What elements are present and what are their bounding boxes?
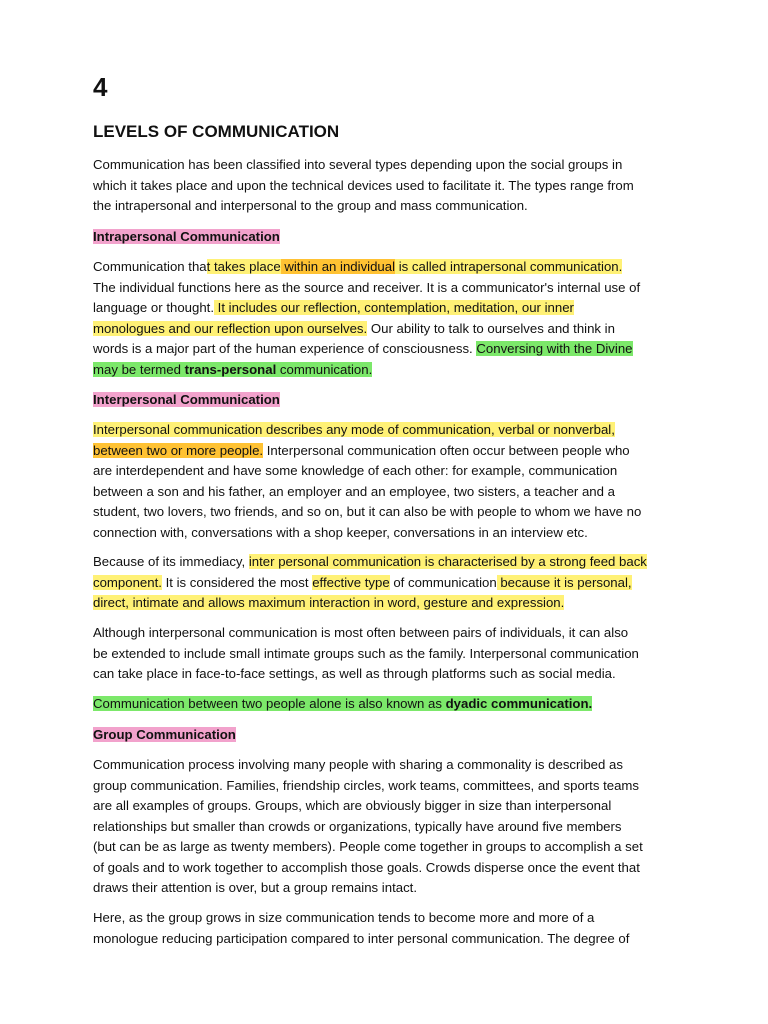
text-run: Communication between two people alone is also known as [93,696,446,711]
heading-highlight: Group Communication [93,727,236,742]
text-run: Communication tha [93,259,207,274]
text-run: of communication [389,574,497,590]
section-heading-intrapersonal [93,227,280,248]
highlight-yellow: because it is personal, [496,574,632,590]
interpersonal-paragraph-4 [93,694,592,715]
text-line [93,339,640,360]
bold-term: trans-personal [184,361,277,377]
text-line: Communication process involving many people with sharing a commonality is described as [93,757,623,772]
section-heading-interpersonal [93,390,280,411]
chapter-number: 4 [93,72,108,102]
text-run: Our ability to talk to ourselves and think in [367,320,615,336]
chapter-title: LEVELS OF COMMUNICATION [93,122,340,141]
highlight-yellow: inter personal communication is characterised by a strong feed back [248,554,647,569]
highlight-yellow: is called intrapersonal communication. [395,259,623,274]
bold-term: dyadic communication. [445,696,593,711]
text-run: may be termed [93,361,185,377]
text-line: are interdependent and have some knowledge of each other: for example, communication [93,463,618,478]
highlight-orange: within an individual [280,259,396,274]
text-line: relationships but smaller than crowds or organizations, typically have around five members [93,818,622,834]
text-line: Although interpersonal communication is most often between pairs of individuals, it can also [93,625,629,640]
text-line: are all examples of groups. Groups, which are obviously bigger in size than interpersonal [93,798,612,813]
highlight-yellow: t takes place [206,259,281,274]
text-line: Communication has been classified into several types depending upon the social groups in [93,157,623,172]
highlight-green [93,696,592,711]
intrapersonal-paragraph [93,257,640,380]
highlight-orange: between two or more people. [93,442,264,458]
interpersonal-paragraph-3 [93,623,639,685]
text-line [93,552,647,573]
text-line: connection with, conversations with a shop keeper, conversations in an interview etc. [93,524,588,540]
text-line [93,319,640,340]
text-line [93,298,640,319]
text-line: student, two lovers, two friends, and so on, but it can also be with people to whom we have no [93,504,642,519]
text-line [93,573,647,594]
text-run: Because of its immediacy, [93,554,249,569]
text-line [93,420,641,441]
text-line: be extended to include small intimate groups such as the family. Interpersonal communication [93,645,639,661]
text-line [93,257,640,278]
text-line: between a son and his father, an employer and an employee, two sisters, a teacher and a [93,483,615,499]
text-line [93,694,592,715]
text-run: words is a major part of the human experience of consciousness. [93,341,477,356]
highlight-green [93,362,372,377]
highlight-yellow: effective type [312,574,390,590]
group-paragraph-1 [93,755,643,899]
text-line: can take place in face-to-face settings, as well as through platforms such as social media. [93,666,616,681]
text-line: The individual functions here as the source and receiver. It is a communicator's internal use of [93,279,641,295]
text-line: (but can be as large as twenty members). People come together in groups to accomplish a set [93,839,643,854]
text-run: It is considered the most [161,574,313,590]
text-line: monologue reducing participation compared to inter personal communication. The degree of [93,930,630,946]
interpersonal-paragraph-1 [93,420,641,543]
text-line: which it takes place and upon the technical devices used to facilitate it. The types range from [93,177,634,193]
text-run: communication. [276,361,373,377]
highlight-yellow: direct, intimate and allows maximum interaction in word, gesture and expression. [93,595,565,610]
heading-highlight: Intrapersonal Communication [93,229,280,244]
intro-paragraph [93,155,634,217]
text-line [93,360,640,381]
highlight-yellow: It includes our reflection, contemplation, meditation, our inner [214,300,574,315]
section-heading-group [93,725,236,746]
highlight-green: Conversing with the Divine [476,341,633,356]
text-line: group communication. Families, friendship circles, work teams, committees, and sports teams [93,777,640,793]
text-line [93,441,641,462]
text-run: language or thought. [93,300,214,315]
text-line [93,593,647,614]
highlight-yellow: monologues and our reflection upon ourselves. [93,320,368,336]
highlight-yellow: Interpersonal communication describes any mode of communication, verbal or nonverbal, [93,422,615,437]
text-line: draws their attention is over, but a group remains intact. [93,880,417,895]
text-line: Here, as the group grows in size communication tends to become more and more of a [93,910,595,925]
text-line: the intrapersonal and interpersonal to the group and mass communication. [93,198,528,213]
group-paragraph-2 [93,908,629,949]
interpersonal-paragraph-2 [93,552,647,614]
text-line: of goals and to work together to accomplish those goals. Crowds disperse once the event that [93,859,640,875]
highlight-yellow: component. [93,574,162,590]
text-run: Interpersonal communication often occur between people who [263,442,630,458]
heading-highlight: Interpersonal Communication [93,392,280,407]
